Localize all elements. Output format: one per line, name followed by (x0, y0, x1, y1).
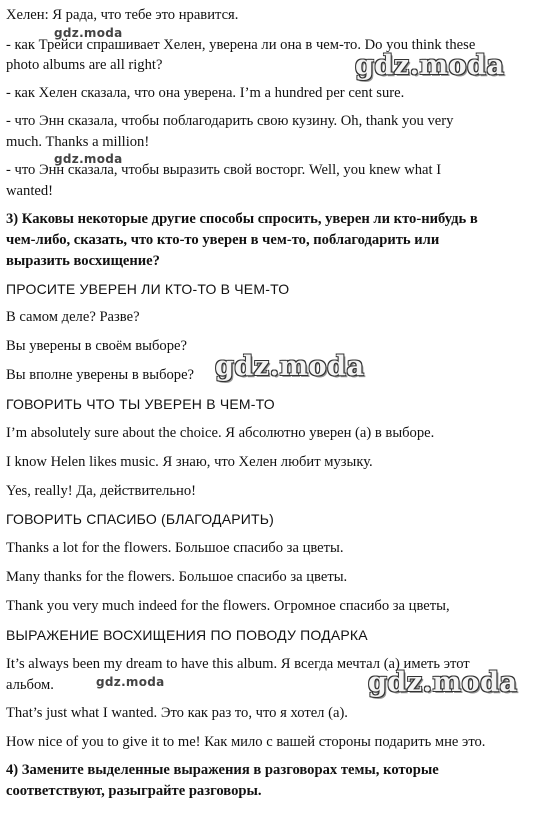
watermark-small: gdz.moda (96, 675, 165, 689)
watermark-small: gdz.moda (54, 152, 123, 166)
section-item: Вы уверены в своём выборе? (6, 338, 187, 354)
section-item: альбом. (6, 677, 54, 693)
text-line: much. Thanks a million! (6, 134, 150, 150)
text-line: photo albums are all right? (6, 57, 163, 73)
section-item: Yes, really! Да, действительно! (6, 483, 197, 499)
text-line: - как Хелен сказала, что она уверена. I’m a hundred per cent sure. (6, 85, 405, 101)
text-line: Хелен: Я рада, что тебе это нравится. (6, 7, 239, 23)
section-item: I know Helen likes music. Я знаю, что Хелен любит музыку. (6, 454, 373, 470)
watermark-large: gdz.moda (215, 351, 365, 382)
text-line: wanted! (6, 183, 54, 199)
section-heading: ПРОСИТЕ УВЕРЕН ЛИ КТО-ТО В ЧЕМ-ТО (6, 281, 290, 297)
text-line: - что Энн сказала, чтобы поблагодарить свою кузину. Oh, thank you very (6, 113, 454, 129)
watermark-large: gdz.moda (355, 50, 505, 81)
question-4-line: 4) Замените выделенные выражения в разговорах темы, которые (6, 762, 439, 778)
text-line: - что Энн сказала, чтобы выразить свой восторг. Well, you knew what I (6, 162, 442, 178)
section-item: Thanks a lot for the flowers. Большое спасибо за цветы. (6, 540, 344, 556)
watermark-small: gdz.moda (54, 26, 123, 40)
text-line: - как Трейси спрашивает Хелен, уверена ли она в чем-то. Do you think these (6, 37, 476, 53)
section-item: That’s just what I wanted. Это как раз то, что я хотел (а). (6, 705, 348, 721)
section-heading: ВЫРАЖЕНИЕ ВОСХИЩЕНИЯ ПО ПОВОДУ ПОДАРКА (6, 627, 368, 643)
section-item: It’s always been my dream to have this album. Я всегда мечтал (а) иметь этот (6, 656, 470, 672)
question-4-line: соответствуют, разыграйте разговоры. (6, 783, 262, 799)
question-3-line: 3) Каковы некоторые другие способы спросить, уверен ли кто-нибудь в (6, 211, 478, 227)
section-item: I’m absolutely sure about the choice. Я абсолютно уверен (а) в выборе. (6, 425, 435, 441)
section-item: How nice of you to give it to me! Как мило с вашей стороны подарить мне это. (6, 734, 486, 750)
section-heading: ГОВОРИТЬ СПАСИБО (БЛАГОДАРИТЬ) (6, 511, 275, 527)
section-item: Вы вполне уверены в выборе? (6, 367, 195, 383)
section-heading: ГОВОРИТЬ ЧТО ТЫ УВЕРЕН В ЧЕМ-ТО (6, 396, 275, 412)
watermark-large: gdz.moda (368, 667, 518, 698)
question-3-line: чем-либо, сказать, что кто-то уверен в чем-то, поблагодарить или (6, 232, 440, 248)
section-item: Thank you very much indeed for the flowers. Огромное спасибо за цветы, (6, 598, 450, 614)
question-3-line: выразить восхищение? (6, 253, 160, 269)
section-item: Many thanks for the flowers. Большое спасибо за цветы. (6, 569, 348, 585)
section-item: В самом деле? Разве? (6, 309, 140, 325)
